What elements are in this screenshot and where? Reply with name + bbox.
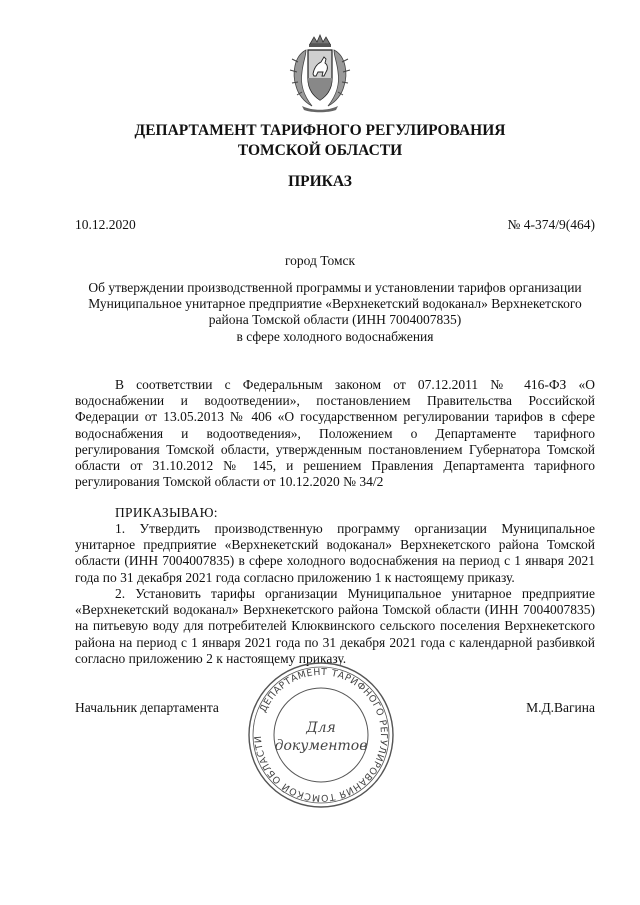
org-name-line2: ТОМСКОЙ ОБЛАСТИ <box>237 142 403 159</box>
city: город Томск <box>284 253 356 268</box>
order-item-1: 1. Утвердить производственную программу организации Муниципальное унитарное предприятие «Верхнекетский водоканал» Верхнекетского района Томской области (ИНН 7004007835) в сфере холодного водоснабжения на период с 1 января 2021 года по 31 декабря 2021 года согласно приложению 1 к настоящему приказу. <box>75 521 595 585</box>
subject-line: в сфере холодного водоснабжения <box>236 328 434 344</box>
org-name-line1: ДЕПАРТАМЕНТ ТАРИФНОГО РЕГУЛИРОВАНИЯ <box>134 122 506 139</box>
coat-of-arms-emblem <box>288 34 352 114</box>
official-stamp <box>246 660 396 810</box>
stamp-center-line2: документов <box>274 738 368 754</box>
preamble-paragraph: В соответствии с Федеральным законом от 07.12.2011 № 416-ФЗ «О водоснабжении и водоотведении», постановлением Правительства Российской Федерации от 13.05.2013 № 406 «О государственном регулировании тарифов в сфере водоснабжения и водоотведения», Положением о Департаменте тарифного регулирования Томской области, утвержденным постановлением Губернатора Томской области от 31.10.2012 № 145, и решением Правления Департамента тарифного регулирования Томской области от 10.12.2020 № 34/2 <box>75 377 595 490</box>
document-type: ПРИКАЗ <box>288 173 352 190</box>
stamp-center-line1: Для <box>306 720 336 736</box>
order-date: 10.12.2020 <box>75 217 136 232</box>
order-subject <box>70 280 600 345</box>
order-item-2: 2. Установить тарифы организации Муниципальное унитарное предприятие «Верхнекетский водоканал» Верхнекетского района Томской области (ИНН 7004007835) на питьевую воду для потребителей Клюквинского сельского поселения Верхнекетского района на период с 1 января 2021 года по 31 декабря 2021 года с календарной разбивкой согласно приложению 2 к настоящему приказу. <box>75 586 595 666</box>
order-number: № 4-374/9(464) <box>507 217 595 232</box>
order-verb: ПРИКАЗЫВАЮ: <box>115 505 218 520</box>
stamp-ring-text: ДЕПАРТАМЕНТ ТАРИФНОГО РЕГУЛИРОВАНИЯ ТОМСКОЙ ОБЛАСТИ <box>252 666 390 804</box>
signatory-name: М.Д.Вагина <box>526 700 595 715</box>
signatory-position: Начальник департамента <box>75 700 219 715</box>
subject-line: Об утверждении производственной программы и установлении тарифов организации <box>88 280 582 295</box>
subject-line: Муниципальное унитарное предприятие «Верхнекетский водоканал» Верхнекетского <box>88 296 582 312</box>
subject-line: района Томской области (ИНН 7004007835) <box>208 312 462 328</box>
